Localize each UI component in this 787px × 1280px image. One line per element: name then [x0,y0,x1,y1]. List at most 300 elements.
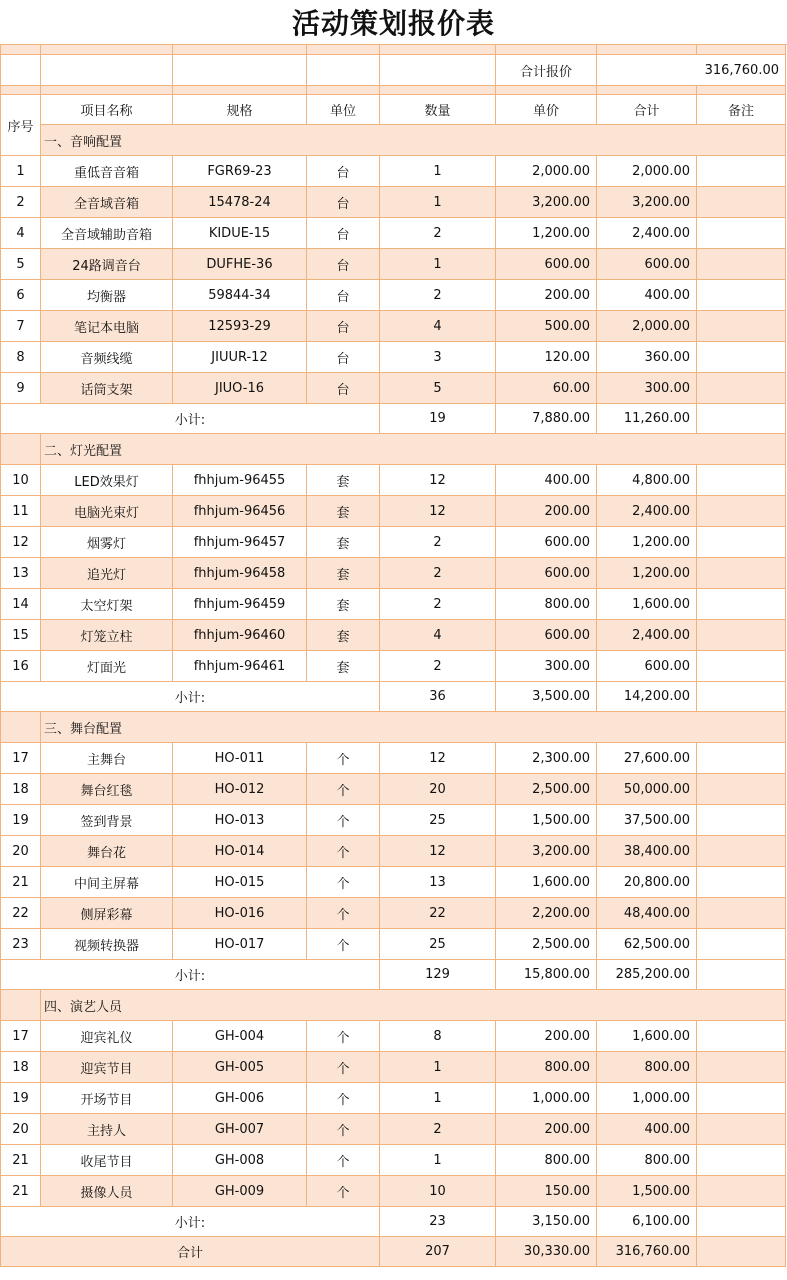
subtotal-qty[interactable]: 36 [380,682,496,712]
item-note[interactable] [697,774,786,805]
item-total[interactable]: 1,200.00 [597,558,697,589]
item-spec[interactable]: fhhjum-96458 [173,558,307,589]
item-name[interactable]: 舞台花 [41,836,173,867]
item-qty[interactable]: 3 [380,342,496,373]
item-note[interactable] [697,651,786,682]
item-note[interactable] [697,1114,786,1145]
item-note[interactable] [697,867,786,898]
table-row [1,465,786,496]
item-price[interactable]: 600.00 [496,558,597,589]
item-note[interactable] [697,929,786,960]
item-price[interactable]: 2,500.00 [496,929,597,960]
spacer-row [1,86,786,95]
item-total[interactable]: 48,400.00 [597,898,697,929]
item-qty[interactable]: 25 [380,929,496,960]
item-total[interactable]: 20,800.00 [597,867,697,898]
item-name[interactable]: 主舞台 [41,743,173,774]
row-index[interactable]: 20 [1,836,41,867]
item-name[interactable]: 话筒支架 [41,373,173,404]
item-unit[interactable]: 套 [307,651,380,682]
item-price[interactable]: 800.00 [496,1052,597,1083]
item-unit[interactable]: 套 [307,496,380,527]
item-total[interactable]: 2,400.00 [597,620,697,651]
item-spec[interactable]: KIDUE-15 [173,218,307,249]
table-row [1,589,786,620]
item-price[interactable]: 200.00 [496,1021,597,1052]
row-index[interactable]: 19 [1,805,41,836]
item-total[interactable]: 38,400.00 [597,836,697,867]
header-spec[interactable]: 规格 [173,95,307,125]
item-price[interactable]: 600.00 [496,620,597,651]
row-index[interactable]: 4 [1,218,41,249]
item-total[interactable]: 600.00 [597,651,697,682]
item-spec[interactable]: JIUO-16 [173,373,307,404]
item-unit[interactable]: 套 [307,527,380,558]
item-name[interactable]: 太空灯架 [41,589,173,620]
item-name[interactable]: 视频转换器 [41,929,173,960]
item-total[interactable]: 300.00 [597,373,697,404]
header-total[interactable]: 合计 [597,95,697,125]
item-name[interactable]: 摄像人员 [41,1176,173,1207]
item-spec[interactable]: HO-013 [173,805,307,836]
subtotal-note[interactable] [697,404,786,434]
header-unit[interactable]: 单位 [307,95,380,125]
row-index[interactable]: 15 [1,620,41,651]
item-total[interactable]: 800.00 [597,1145,697,1176]
table-row [1,1052,786,1083]
item-total[interactable]: 3,200.00 [597,187,697,218]
item-qty[interactable]: 12 [380,836,496,867]
row-index[interactable]: 14 [1,589,41,620]
table-row [1,218,786,249]
row-index[interactable]: 11 [1,496,41,527]
table-row [1,867,786,898]
item-unit[interactable]: 台 [307,342,380,373]
item-total[interactable]: 27,600.00 [597,743,697,774]
row-index[interactable]: 12 [1,527,41,558]
item-name[interactable]: 追光灯 [41,558,173,589]
header-row [1,95,786,125]
subtotal-note[interactable] [697,1207,786,1237]
item-name[interactable]: 舞台红毯 [41,774,173,805]
item-note[interactable] [697,743,786,774]
section-title[interactable]: 一、音响配置 [41,125,786,156]
row-index[interactable]: 18 [1,774,41,805]
item-price[interactable]: 400.00 [496,465,597,496]
item-spec[interactable]: fhhjum-96457 [173,527,307,558]
section-title[interactable]: 四、演艺人员 [41,990,786,1021]
item-qty[interactable]: 2 [380,589,496,620]
item-unit[interactable]: 台 [307,280,380,311]
table-row [1,743,786,774]
item-note[interactable] [697,1021,786,1052]
item-qty[interactable]: 1 [380,1145,496,1176]
item-price[interactable]: 800.00 [496,1145,597,1176]
row-index[interactable]: 19 [1,1083,41,1114]
item-name[interactable]: 均衡器 [41,280,173,311]
subtotal-price[interactable]: 3,150.00 [496,1207,597,1237]
item-name[interactable]: 灯面光 [41,651,173,682]
item-name[interactable]: 灯笼立柱 [41,620,173,651]
item-total[interactable]: 1,000.00 [597,1083,697,1114]
item-qty[interactable]: 2 [380,527,496,558]
item-price[interactable]: 300.00 [496,651,597,682]
item-qty[interactable]: 5 [380,373,496,404]
row-index[interactable]: 22 [1,898,41,929]
item-unit[interactable]: 个 [307,1021,380,1052]
section-index-cell[interactable] [1,434,41,465]
item-spec[interactable]: GH-009 [173,1176,307,1207]
table-row [1,342,786,373]
item-spec[interactable]: GH-007 [173,1114,307,1145]
item-total[interactable]: 62,500.00 [597,929,697,960]
item-name[interactable]: 迎宾节目 [41,1052,173,1083]
table-row [1,249,786,280]
item-unit[interactable]: 套 [307,558,380,589]
item-spec[interactable]: HO-012 [173,774,307,805]
item-note[interactable] [697,836,786,867]
row-index[interactable]: 1 [1,156,41,187]
subtotal-qty[interactable]: 19 [380,404,496,434]
item-name[interactable]: 主持人 [41,1114,173,1145]
grand-total-total[interactable]: 316,760.00 [597,1237,697,1267]
item-total[interactable]: 2,400.00 [597,496,697,527]
table-row [1,898,786,929]
subtotal-qty[interactable]: 129 [380,960,496,990]
item-total[interactable]: 1,600.00 [597,589,697,620]
item-unit[interactable]: 个 [307,774,380,805]
item-name[interactable]: 重低音音箱 [41,156,173,187]
item-name[interactable]: 全音域音箱 [41,187,173,218]
item-price[interactable]: 1,500.00 [496,805,597,836]
subtotal-row [1,1207,786,1237]
item-name[interactable]: 电脑光束灯 [41,496,173,527]
item-qty[interactable]: 1 [380,1052,496,1083]
item-total[interactable]: 400.00 [597,280,697,311]
item-note[interactable] [697,589,786,620]
row-index[interactable]: 18 [1,1052,41,1083]
row-index[interactable]: 23 [1,929,41,960]
grand-total-note[interactable] [697,1237,786,1267]
item-total[interactable]: 2,000.00 [597,311,697,342]
item-note[interactable] [697,373,786,404]
item-qty[interactable]: 10 [380,1176,496,1207]
item-unit[interactable]: 个 [307,867,380,898]
item-price[interactable]: 1,000.00 [496,1083,597,1114]
item-spec[interactable]: fhhjum-96455 [173,465,307,496]
subtotal-label[interactable]: 小计: [1,682,380,712]
header-qty[interactable]: 数量 [380,95,496,125]
item-qty[interactable]: 1 [380,1083,496,1114]
item-spec[interactable]: 15478-24 [173,187,307,218]
item-unit[interactable]: 个 [307,1145,380,1176]
item-note[interactable] [697,280,786,311]
row-index[interactable]: 21 [1,1176,41,1207]
table-row [1,774,786,805]
item-unit[interactable]: 台 [307,311,380,342]
row-index[interactable]: 9 [1,373,41,404]
subtotal-price[interactable]: 3,500.00 [496,682,597,712]
item-spec[interactable]: GH-004 [173,1021,307,1052]
row-index[interactable]: 21 [1,1145,41,1176]
item-total[interactable]: 1,200.00 [597,527,697,558]
item-price[interactable]: 1,200.00 [496,218,597,249]
subtotal-qty[interactable]: 23 [380,1207,496,1237]
table-row [1,1176,786,1207]
item-unit[interactable]: 台 [307,249,380,280]
item-qty[interactable]: 12 [380,496,496,527]
item-total[interactable]: 50,000.00 [597,774,697,805]
subtotal-price[interactable]: 15,800.00 [496,960,597,990]
subtotal-total[interactable]: 14,200.00 [597,682,697,712]
item-name[interactable]: 迎宾礼仪 [41,1021,173,1052]
item-price[interactable]: 800.00 [496,589,597,620]
spacer-row [1,45,786,55]
item-spec[interactable]: 12593-29 [173,311,307,342]
table-row [1,558,786,589]
row-index[interactable]: 2 [1,187,41,218]
item-total[interactable]: 600.00 [597,249,697,280]
grand-total-qty[interactable]: 207 [380,1237,496,1267]
table-row [1,1083,786,1114]
row-index[interactable]: 10 [1,465,41,496]
item-price[interactable]: 2,500.00 [496,774,597,805]
item-qty[interactable]: 8 [380,1021,496,1052]
item-qty[interactable]: 4 [380,620,496,651]
item-price[interactable]: 2,000.00 [496,156,597,187]
header-index[interactable]: 序号 [1,95,41,156]
item-spec[interactable]: HO-016 [173,898,307,929]
item-unit[interactable]: 套 [307,465,380,496]
item-note[interactable] [697,1145,786,1176]
section-title-row [1,125,786,156]
item-note[interactable] [697,311,786,342]
subtotal-total[interactable]: 6,100.00 [597,1207,697,1237]
quote-table [0,44,786,1267]
item-name[interactable]: 笔记本电脑 [41,311,173,342]
item-name[interactable]: 收尾节目 [41,1145,173,1176]
section-title[interactable]: 二、灯光配置 [41,434,786,465]
item-price[interactable]: 150.00 [496,1176,597,1207]
item-price[interactable]: 3,200.00 [496,836,597,867]
item-qty[interactable]: 1 [380,249,496,280]
item-unit[interactable]: 个 [307,836,380,867]
row-index[interactable]: 17 [1,1021,41,1052]
item-spec[interactable]: fhhjum-96456 [173,496,307,527]
section-title-row [1,990,786,1021]
row-index[interactable]: 6 [1,280,41,311]
item-price[interactable]: 600.00 [496,249,597,280]
section-title[interactable]: 三、舞台配置 [41,712,786,743]
item-price[interactable]: 120.00 [496,342,597,373]
item-name[interactable]: 中间主屏幕 [41,867,173,898]
table-row [1,929,786,960]
item-total[interactable]: 1,500.00 [597,1176,697,1207]
row-index[interactable]: 16 [1,651,41,682]
row-index[interactable]: 8 [1,342,41,373]
item-unit[interactable]: 个 [307,1052,380,1083]
table-row [1,620,786,651]
item-qty[interactable]: 12 [380,465,496,496]
row-index[interactable]: 13 [1,558,41,589]
item-note[interactable] [697,1083,786,1114]
item-note[interactable] [697,620,786,651]
quote-summary-row [1,55,786,86]
item-qty[interactable]: 2 [380,1114,496,1145]
item-note[interactable] [697,898,786,929]
item-qty[interactable]: 4 [380,311,496,342]
item-price[interactable]: 1,600.00 [496,867,597,898]
subtotal-label[interactable]: 小计: [1,960,380,990]
item-name[interactable]: LED效果灯 [41,465,173,496]
item-name[interactable]: 烟雾灯 [41,527,173,558]
item-total[interactable]: 37,500.00 [597,805,697,836]
item-note[interactable] [697,805,786,836]
grand-total-label[interactable]: 合计 [1,1237,380,1267]
item-note[interactable] [697,187,786,218]
item-price[interactable]: 2,200.00 [496,898,597,929]
item-price[interactable]: 200.00 [496,496,597,527]
item-note[interactable] [697,1052,786,1083]
item-note[interactable] [697,496,786,527]
item-unit[interactable]: 个 [307,1083,380,1114]
table-row [1,1145,786,1176]
item-price[interactable]: 500.00 [496,311,597,342]
item-price[interactable]: 200.00 [496,1114,597,1145]
item-name[interactable]: 侧屏彩幕 [41,898,173,929]
grand-total-price[interactable]: 30,330.00 [496,1237,597,1267]
item-note[interactable] [697,465,786,496]
sheet-title: 活动策划报价表 [0,0,787,45]
item-qty[interactable]: 13 [380,867,496,898]
item-spec[interactable]: HO-011 [173,743,307,774]
header-name[interactable]: 项目名称 [41,95,173,125]
item-unit[interactable]: 套 [307,589,380,620]
subtotal-note[interactable] [697,682,786,712]
table-row [1,280,786,311]
item-spec[interactable]: GH-006 [173,1083,307,1114]
item-name[interactable]: 全音域辅助音箱 [41,218,173,249]
item-qty[interactable]: 2 [380,651,496,682]
item-total[interactable]: 360.00 [597,342,697,373]
section-title-row [1,434,786,465]
item-price[interactable]: 60.00 [496,373,597,404]
section-index-cell[interactable] [1,712,41,743]
subtotal-price[interactable]: 7,880.00 [496,404,597,434]
item-unit[interactable]: 套 [307,620,380,651]
item-qty[interactable]: 12 [380,743,496,774]
quote-label[interactable]: 合计报价 [496,55,597,86]
item-unit[interactable]: 台 [307,187,380,218]
table-row [1,187,786,218]
item-name[interactable]: 音频线缆 [41,342,173,373]
item-spec[interactable]: GH-005 [173,1052,307,1083]
header-price[interactable]: 单价 [496,95,597,125]
item-price[interactable]: 600.00 [496,527,597,558]
item-qty[interactable]: 1 [380,156,496,187]
row-index[interactable]: 7 [1,311,41,342]
item-unit[interactable]: 个 [307,898,380,929]
item-name[interactable]: 签到背景 [41,805,173,836]
item-qty[interactable]: 2 [380,218,496,249]
table-row [1,651,786,682]
item-note[interactable] [697,558,786,589]
table-row [1,836,786,867]
item-note[interactable] [697,527,786,558]
grand-total-row [1,1237,786,1267]
item-note[interactable] [697,1176,786,1207]
item-spec[interactable]: HO-014 [173,836,307,867]
subtotal-label[interactable]: 小计: [1,1207,380,1237]
item-total[interactable]: 4,800.00 [597,465,697,496]
item-spec[interactable]: HO-015 [173,867,307,898]
item-unit[interactable]: 台 [307,156,380,187]
quote-total[interactable]: 316,760.00 [597,55,786,86]
item-note[interactable] [697,218,786,249]
subtotal-label[interactable]: 小计: [1,404,380,434]
item-spec[interactable]: 59844-34 [173,280,307,311]
item-unit[interactable]: 个 [307,743,380,774]
table-row [1,1021,786,1052]
item-name[interactable]: 开场节目 [41,1083,173,1114]
item-note[interactable] [697,156,786,187]
item-unit[interactable]: 台 [307,218,380,249]
item-price[interactable]: 200.00 [496,280,597,311]
header-note[interactable]: 备注 [697,95,786,125]
item-qty[interactable]: 25 [380,805,496,836]
item-spec[interactable]: fhhjum-96460 [173,620,307,651]
item-qty[interactable]: 20 [380,774,496,805]
row-index[interactable]: 5 [1,249,41,280]
item-spec[interactable]: fhhjum-96459 [173,589,307,620]
subtotal-total[interactable]: 285,200.00 [597,960,697,990]
row-index[interactable]: 21 [1,867,41,898]
item-spec[interactable]: GH-008 [173,1145,307,1176]
item-spec[interactable]: DUFHE-36 [173,249,307,280]
item-spec[interactable]: FGR69-23 [173,156,307,187]
item-unit[interactable]: 台 [307,373,380,404]
item-qty[interactable]: 2 [380,280,496,311]
item-qty[interactable]: 2 [380,558,496,589]
item-spec[interactable]: JIUUR-12 [173,342,307,373]
item-name[interactable]: 24路调音台 [41,249,173,280]
item-unit[interactable]: 个 [307,929,380,960]
item-total[interactable]: 400.00 [597,1114,697,1145]
item-qty[interactable]: 22 [380,898,496,929]
item-note[interactable] [697,342,786,373]
item-total[interactable]: 1,600.00 [597,1021,697,1052]
item-spec[interactable]: fhhjum-96461 [173,651,307,682]
item-price[interactable]: 3,200.00 [496,187,597,218]
item-total[interactable]: 800.00 [597,1052,697,1083]
item-qty[interactable]: 1 [380,187,496,218]
item-spec[interactable]: HO-017 [173,929,307,960]
item-unit[interactable]: 个 [307,1114,380,1145]
row-index[interactable]: 20 [1,1114,41,1145]
row-index[interactable]: 17 [1,743,41,774]
section-index-cell[interactable] [1,990,41,1021]
subtotal-note[interactable] [697,960,786,990]
item-total[interactable]: 2,400.00 [597,218,697,249]
table-row [1,496,786,527]
item-note[interactable] [697,249,786,280]
item-unit[interactable]: 个 [307,1176,380,1207]
item-unit[interactable]: 个 [307,805,380,836]
table-row [1,156,786,187]
subtotal-total[interactable]: 11,260.00 [597,404,697,434]
item-total[interactable]: 2,000.00 [597,156,697,187]
item-price[interactable]: 2,300.00 [496,743,597,774]
